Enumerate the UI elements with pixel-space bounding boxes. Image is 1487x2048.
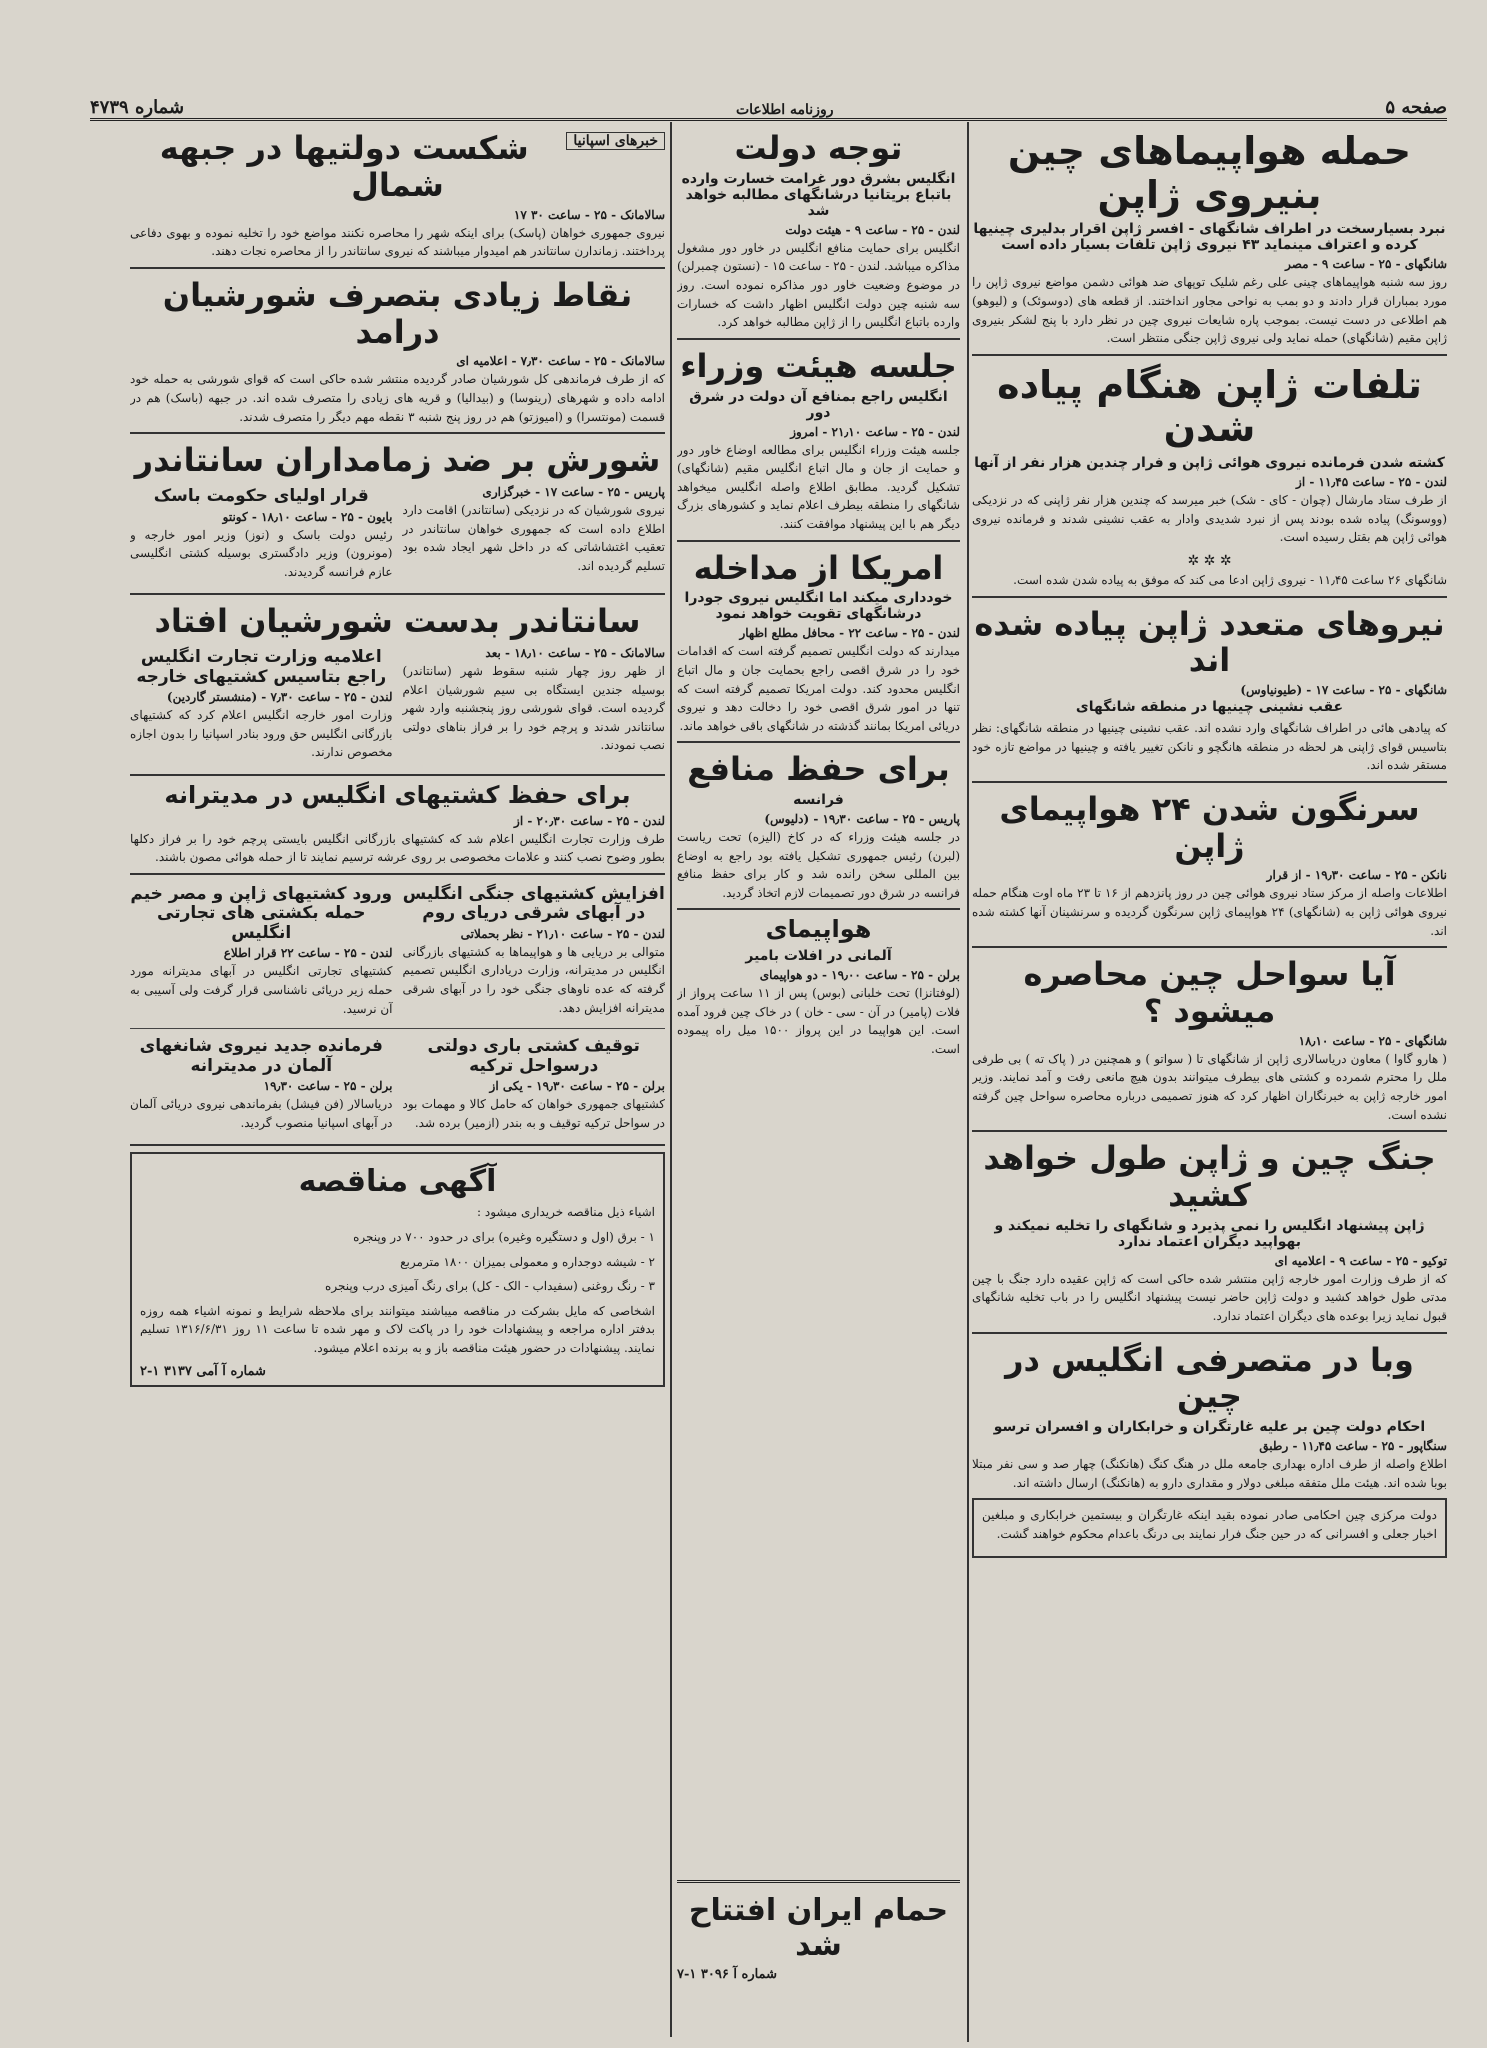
split-main — [403, 1033, 666, 1138]
article-body: نیروی شورشیان که در نزدیکی (سانتاندر) اقامت دارد اطلاع داده است که جمهوری خواهان سانتاندر در تعقیب اغتشاشاتی که در داخل شهر ایجاد شده بود تسلیم گردیده اند. — [402, 502, 665, 573]
divider — [130, 1144, 665, 1146]
headline: امریکا از مداخله — [693, 548, 944, 587]
article-north-front — [130, 130, 665, 261]
headline: سرنگون شدن ۲۴ هواپیمای ژاپن — [999, 789, 1420, 865]
side-headline: اعلامیه وزارت تجارت انگلیس راجع بتاسیس کشتیهای خارجه — [136, 647, 387, 687]
split-row — [130, 1033, 665, 1138]
masthead-center: روزنامه اطلاعات — [735, 102, 834, 118]
dateline: سنگاپور - ۲۵ - ساعت ۱۱٫۴۵ - رطبق — [1259, 1439, 1447, 1454]
subheadline: احکام دولت چین بر علیه غارتگران و خرابکاران و افسران ترسو — [993, 1419, 1426, 1436]
article-blockade — [972, 956, 1447, 1124]
tender-notice — [130, 1152, 665, 1386]
divider — [972, 781, 1447, 783]
dateline: شانگهای - ۲۵ - ساعت ۱۷ - (طیونیاوس) — [1240, 683, 1447, 698]
dateline: توکیو - ۲۵ - ساعت ۹ - اعلامیه ای — [1274, 1253, 1447, 1268]
headline: شورش بر ضد زمامداران سانتاندر — [134, 441, 661, 480]
column-left — [130, 122, 665, 2037]
column-rule — [967, 122, 969, 2042]
article-body: (لوفتانزا) تحت خلبانی (بوس) پس از ۱۱ ساعت پرواز از فلات (پامیر) در آن - سی - خان ) در خاک چین فرود آمده است. این هواپیما در این پرواز ۱۵۰۰ میل راه پیموده است. — [677, 986, 960, 1056]
dateline: برلن - ۲۵ - ساعت ۱۹٫۰۰ - دو هواپیمای — [759, 968, 960, 983]
headline: سانتاندر بدست شورشیان افتاد — [154, 602, 641, 641]
side-body: کشتیهای تجارتی انگلیس در آبهای مدیترانه مورد حمله زیر دریائی ناشناسی قرار گرفت ولی آسیبی به آن نرسید. — [130, 964, 393, 1016]
article-body-2: شانگهای ۲۶ ساعت ۱۱٫۴۵ - نیروی ژاپن ادعا می کند که موفق به پیاده شدن شده است. — [1013, 572, 1447, 587]
headline: افزایش کشتیهای جنگی انگلیس در آبهای شرقی دریای روم — [402, 883, 665, 924]
divider — [130, 593, 665, 595]
page-number: صفحه ۵ — [1385, 97, 1447, 118]
article-body: کشتیهای جمهوری خواهان که حامل کالا و مهمات بود در سواحل ترکیه توقیف و به بندر (ازمیر) برده شد. — [402, 1097, 665, 1130]
tender-ref: شماره آ آمی ۳۱۳۷ ۱-۲ — [140, 1363, 266, 1379]
side-headline: فرمانده جدید نیروی شانغهای آلمان در مدیترانه — [139, 1036, 383, 1076]
article-body: که پیادهی هائی در اطراف شانگهای وارد نشده اند. عقب نشینی چینیها در منطقه شانگهای: نظر بتاسیس قوای ژاپنی هر لحظه در منطقه هانگچو و نانکن تغییر یافته و چینیها در مواضع تازه خود مستقر شده اند. — [972, 721, 1447, 773]
article-body: نیروی جمهوری خواهان (پاسک) برای اینکه شهر را محاصره نکنند مواضع خود را تخلیه نموده و بهوی دفاعی پرداختند. زماندارن سانتاندر هم امیدوار میباشند که نیروی سانتاندر را از محاصره نجات دهند. — [130, 225, 665, 259]
split-side — [130, 483, 393, 587]
divider — [677, 338, 960, 340]
side-body: وزارت امور خارجه انگلیس اعلام کرد که کشتیهای بازرگانی انگلیس حق ورود بنادر اسپانیا را بدون اجازه مخصوص ندارند. — [130, 708, 393, 760]
headline: نیروهای متعدد ژاپن پیاده شده اند — [974, 604, 1445, 680]
issue-number: شماره ۴۷۳۹ — [90, 97, 185, 118]
article-warships-increase — [130, 881, 665, 1024]
subheadline: انگلیس بشرق دور غرامت خسارت وارده باتباع بریتانیا درشانگهای مطالبه خواهد شد — [681, 170, 956, 219]
headline: تلفات ژاپن هنگام پیاده شدن — [997, 362, 1422, 451]
headline: توقیف کشتی باری دولتی درسواحل ترکیه — [427, 1036, 640, 1076]
split-main — [403, 483, 666, 587]
tender-item: ۳ - رنگ روغنی (سفیداب - الک - کل) برای رنگ آمیزی درب وپنجره — [325, 1279, 655, 1294]
divider — [130, 432, 665, 434]
headline: وبا در متصرفی انگلیس در چین — [1005, 1340, 1414, 1416]
dateline: لندن - ۲۵ - ساعت ۲۱٫۱۰ - نظر بحملاتی — [460, 926, 665, 941]
dateline: سالامانک - ۲۵ - ساعت ۷٫۳۰ - اعلامیه ای — [456, 354, 665, 369]
subheadline: ژاپن پیشنهاد انگلیس را نمی پذیرد و شانگهای را تخلیه نمیکند و بهواپید دیگران اعتماد ندارد — [994, 1217, 1425, 1250]
side-body: دریاسالار (فن فیشل) بفرماندهی نیروی دریائی آلمان در آبهای اسپانیا منصوب گردید. — [130, 1097, 393, 1130]
article-america-intervention — [677, 550, 960, 736]
article-body: که از طرف وزارت امور خارجه ژاپن منتشر شده حاکی است که ژاپن عقیده دارد جنگ با چین مدتی طول خواهد کشید و دولت ژاپن حاضر نیست پیشنهاد انگلیس را در باب تخلیه شانگهای قبول نماید زیرا بوعده های دیگران اعتماد ندارد. — [972, 1271, 1447, 1323]
bath-ad-ref: شماره آ ۳۰۹۶ ۱-۷ — [677, 1967, 777, 1982]
article-body: میدارند که دولت انگلیس تصمیم گرفته است که اقدامات خود را در شرق اقصی راجع بحمایت جان و مال اتباع انگلیس محدود کند. دولت امریکا تصمیم گرفته است که تنها در امور شرق اقصی خود را دخالت دهد و نیروی دریائی امریکا بمانند گذشته در شانگهای باقی خواهد ماند. — [677, 644, 960, 733]
article-body: طرف وزارت تجارت انگلیس اعلام شد که کشتیهای بازرگانی انگلیس بایستی پرچم خود را بر فراز دکلها بطور وضوح نصب کنند و علامات مخصوصی بر روی عرشه ترسیم نمایند تا از حمله هوائی مصون باشند. — [130, 831, 665, 865]
boxed-notice — [972, 1498, 1447, 1557]
dateline: لندن - ۲۵ - ساعت ۱۱٫۴۵ - از — [1296, 475, 1447, 490]
tender-title: آگهی مناقصه — [298, 1164, 497, 1200]
subheadline: خودداری میکند اما انگلیس نیروی جودرا درشانگهای تقویت خواهد نمود — [684, 590, 953, 623]
divider — [130, 267, 665, 269]
article-body: از طرف ستاد مارشال (چوان - کای - شک) خبر میرسد که چندین هزار نفر ژاپنی که در نزدیکی (ووسونگ) پیاده شده بودند پس از نبرد شدیدی وادار به عقب نشینی شدند و فرمانده نیروی هوائی ژاپن هم بقتل رسیده است. — [972, 493, 1447, 545]
article-body: ( هارو گاوا ) معاون دریاسالاری ژاپن از شانگهای تا ( سواتو ) و همچنین در ( پاک ته ) بی طرفی ملل را محترم شمرده و کشتی های بیطرف میتوانند بدون هیچ مانعی رفت و آمد نمایند. وزیر امور خارجه ژاپن به خبرنگاران اظهار کرد که هنوز تصمیمی درباره محاصره سواحل چین گرفته نشده است. — [972, 1051, 1447, 1122]
headline: جنگ چین و ژاپن طول خواهد کشید — [983, 1139, 1436, 1215]
article-body: روز سه شنبه هواپیماهای چینی علی رغم شلیک توپهای ضد هوائی دشمن مواضع نیروی ژاپن را مورد بمباران قرار دادند و دو بمب به نواحی مجاور انداختند. از قطعه های (دوسوئک) و (لیوهو) هم اطلاعی در دست نیست. بموجب پاره شایعات نیروی چین در نظر دارد با پنج لشکر بنیروی ژاپن مقیم (شانگهای) حمله نماید ولی نیروی ژاپن جنگی منتظر است. — [972, 275, 1447, 346]
dateline: برلن - ۲۵ - ساعت ۱۹٫۳۰ - یکی از — [489, 1079, 665, 1094]
article-body: که از طرف فرماندهی کل شورشیان صادر گردیده منتشر شده حاکی است که قوای شورشی به حمله خود ادامه داده و شهرهای (رینوسا) و (بیدالیا) و قریه های زیادی را متصرف شده اند. در جبهه (باسک) هم در قسمت (مونتسرا) و (امیوزتو) هم در روز پنج شنبه ۳ نقطه مهم دیگر را متصرف شدند. — [130, 372, 665, 424]
divider — [972, 596, 1447, 598]
split-row — [130, 881, 665, 1024]
side-dateline: لندن - ۲۵ - ساعت ۷٫۳۰ - (منشستر گاردین) — [166, 690, 393, 705]
article-protect-ships — [130, 782, 665, 867]
article-japan-losses — [972, 364, 1447, 590]
headline: برای حفظ کشتیهای انگلیس در مدیترانه — [164, 780, 631, 809]
dateline: نانکن - ۲۵ - ساعت ۱۹٫۳۰ - از قرار — [1266, 868, 1447, 883]
stars-ornament: ✲ ✲ ✲ — [1187, 552, 1232, 569]
split-row — [130, 644, 665, 768]
article-long-war — [972, 1140, 1447, 1325]
tender-item: ۲ - شیشه دوجداره و معمولی بمیزان ۱۸۰۰ مترمربع — [400, 1254, 655, 1269]
side-dateline: بایون - ۲۵ - ساعت ۱۸٫۱۰ - کونتو — [222, 509, 393, 524]
article-ship-seized — [130, 1033, 665, 1138]
boxed-notice-body: دولت مرکزی چین احکامی صادر نموده بقید اینکه غارتگران و بیستمین خرابکاری و مبلغین اخبار جعلی و افسرانی که در حین جنگ فرار نمایند بی درنگ باعدام محکوم خواهند گشت. — [982, 1508, 1437, 1541]
dateline: شانگهای - ۲۵ - ساعت ۹ - مصر — [1285, 257, 1447, 272]
column-rule — [670, 122, 672, 2037]
bath-ad — [677, 1880, 960, 2000]
divider — [130, 774, 665, 776]
subheadline: آلمانی در افلات بامیر — [745, 948, 892, 965]
article-body: از ظهر روز چهار شنبه سقوط شهر (سانتاندر) بوسیله جندین ایستگاه بی سیم شورشیان اعلام گردیده است. قوای شورشی روز پنجشنبه وارد شهر سانتاندر شدند و پرچم خود را بر فراز بناهای دولتی نصب نمودند. — [402, 664, 665, 753]
bath-ad-title: حمام ایران افتتاح شد — [688, 1893, 949, 1963]
dateline: شانگهای - ۲۵ - ساعت ۱۸٫۱۰ — [1298, 1033, 1447, 1048]
section-kicker: خبرهای اسپانیا — [566, 132, 665, 150]
split-main — [403, 644, 666, 768]
article-japan-landing — [972, 606, 1447, 775]
tender-body: اشخاصی که مایل بشرکت در مناقصه میباشند میتوانند برای ملاحظه شرایط و نمونه اشیاء همه روزه بدفتر اداره مراجعه و پیشنهادات خود را در پاکت لاک و مهر شده تا ساعت ۱۱ روز ۱۳۱۶/۶/۳۱ تسلیم نمایند. پیشنهادات در حضور هیئت مناقصه باز و به برنده اعلام میشود. — [140, 1303, 655, 1355]
headline: هواپیمای — [765, 915, 872, 944]
kicker: عقب نشینی چینیها در منطقه شانگهای — [1075, 699, 1344, 716]
tender-intro: اشیاء ذیل مناقصه خریداری میشود : — [477, 1205, 655, 1220]
article-rebel-gains — [130, 277, 665, 426]
article-planes-downed — [972, 791, 1447, 940]
divider — [130, 873, 665, 875]
dateline: لندن - ۲۵ - ساعت ۲۰٫۳۰ - از — [514, 813, 665, 828]
divider — [972, 946, 1447, 948]
headline: جلسه هیئت وزراء — [680, 346, 957, 385]
split-side — [130, 644, 393, 768]
article-santander-revolt — [130, 442, 665, 587]
column-right — [972, 122, 1447, 2042]
headline: آیا سواحل چین محاصره میشود ؟ — [1023, 955, 1396, 1031]
subheadline: کشته شدن فرمانده نیروی هوائی ژاپن و فرار چندین هزار نفر از آنها — [974, 455, 1445, 472]
article-body: متوالی بر دریایی ها و هواپیماها به کشتیهای بازرگانی انگلیس در مدیترانه، وزارت دریاداری انگلیس تصمیم گرفته که عده ناوهای جنگی خود را در آبهای شرقی مدیترانه افزایش دهد. — [402, 944, 665, 1015]
subheadline: نبرد بسیارسخت در اطراف شانگهای - افسر ژاپن اقرار بدلیری چینیها کرده و اعتراف مینماید ۴۳ نیروی ژاپن تلفات بسیار داده است — [973, 221, 1446, 254]
column-middle — [677, 122, 960, 1877]
divider — [130, 1028, 665, 1029]
divider — [677, 741, 960, 743]
headline: برای حفظ منافع — [687, 750, 950, 789]
split-side — [130, 881, 393, 1024]
article-body: اطلاعات واصله از مرکز ستاد نیروی هوائی چین در روز پانزدهم از ۱۶ تا ۲۳ ماه اوت هنگام حمله نیروی هوائی ژاپن به (شانگهای) ۲۴ هواپیمای ژاپن سرنگون گردیده و سرنشینان آنها کشته شده اند. — [972, 886, 1447, 938]
dateline: پاریس - ۲۵ - ساعت ۱۹٫۳۰ - (دلیوس) — [764, 812, 960, 827]
masthead — [90, 90, 1447, 121]
headline: نقاط زیادی بتصرف شورشیان درامد — [162, 275, 633, 351]
tender-item: ۱ - برق (اول و دستگیره وغیره) برای در حدود ۷۰۰ در وپنجره — [353, 1230, 655, 1245]
article-body: در جلسه هیئت وزراء که در کاخ (الیزه) تحت ریاست (لبرن) رئیس جمهوری تشکیل یافته بود راجع به اوضاع بین المللی سخن رانده شد و کار برای حفظ منافع فرانسه در شرق دور تصمیمات لازم اتخاذ گردید. — [677, 830, 960, 900]
dateline: لندن - ۲۵ - ساعت ۲۲ - محافل مطلع اظهار — [739, 626, 960, 641]
dateline: سالامانک - ۲۵ - ساعت ۳۰ ۱۷ — [513, 207, 665, 222]
split-main — [403, 881, 666, 1024]
headline: حمله هواپیماهای چین بنیروی ژاپن — [1007, 129, 1412, 217]
side-headline: قرار اولیای حکومت باسک — [153, 485, 369, 506]
dateline: سالامانک - ۲۵ - ساعت ۱۸٫۱۰ - بعد — [485, 646, 665, 661]
side-dateline: لندن - ۲۵ - ساعت ۲۲ قرار اطلاع — [223, 946, 393, 961]
divider — [677, 908, 960, 910]
dateline: لندن - ۲۵ - ساعت ۲۱٫۱۰ - امروز — [790, 424, 960, 439]
article-france-interests — [677, 751, 960, 902]
divider — [677, 540, 960, 542]
article-government-attention — [677, 130, 960, 332]
side-dateline: برلن - ۲۵ - ساعت ۱۹٫۳۰ — [263, 1079, 393, 1094]
article-german-plane — [677, 916, 960, 1058]
headline: شکست دولتیها در جبهه شمال — [159, 129, 529, 204]
article-cabinet-meeting — [677, 348, 960, 534]
article-body: اطلاع واصله از طرف اداره بهداری جامعه ملل در هنگ کنگ (هانکنگ) چهار صد و سی نفر مبتلا بوبا شده اند. هیئت ملل متفقه مبلغی دولار و مقداری دارو به (هانکنگ) ارسال داشته اند. — [972, 1457, 1447, 1490]
dateline: لندن - ۲۵ - ساعت ۹ - هیئت دولت — [785, 222, 960, 237]
article-china-air-attack — [972, 130, 1447, 348]
article-cholera — [972, 1342, 1447, 1558]
subheadline: انگلیس راجع بمنافع آن دولت در شرق دور — [689, 388, 948, 421]
subheadline: فرانسه — [793, 792, 844, 809]
split-row — [130, 483, 665, 587]
article-body: جلسه هیئت وزراء انگلیس برای مطالعه اوضاع خاور دور و حمایت از جان و مال اتباع انگلیس مقیم (شانگهای) تشکیل گردید. مطابق اطلاع واصله انگلیس میخواهد شانگهای را منطقه بیطرف اعلام نماید و کشورهای بزرگ دیگر هم با این پیشنهاد موافقت کنند. — [677, 442, 960, 531]
article-santander-falls — [130, 603, 665, 768]
divider — [972, 1130, 1447, 1132]
divider — [972, 1332, 1447, 1334]
dateline: پاریس - ۲۵ - ساعت ۱۷ - خبرگزاری — [482, 484, 665, 499]
divider — [972, 354, 1447, 356]
side-body: رئیس دولت باسک و (نوز) وزیر امور خارجه و (مونرون) وزیر دادگستری بوسیله کشتی انگلیسی عازم فرانسه گردیدند. — [130, 527, 393, 579]
headline: توجه دولت — [734, 129, 903, 167]
article-body: انگلیس برای حمایت منافع انگلیس در خاور دور مشغول مذاکره میباشد. لندن - ۲۵ - ساعت ۱۵ - (نستون چمبرلن) در موضوع وضعیت خاور دور مذاکره نموده است. روز سه شنبه چین دولت انگلیس اظهار داشت که خسارات وارده باتباع انگلیس را از ژاپن مطالبه خواهد کرد. — [677, 240, 960, 330]
side-headline: ورود کشتیهای ژاپن و مصر خیم حمله بکشتی های تجارتی انگلیس — [130, 883, 393, 943]
split-side — [130, 1033, 393, 1138]
